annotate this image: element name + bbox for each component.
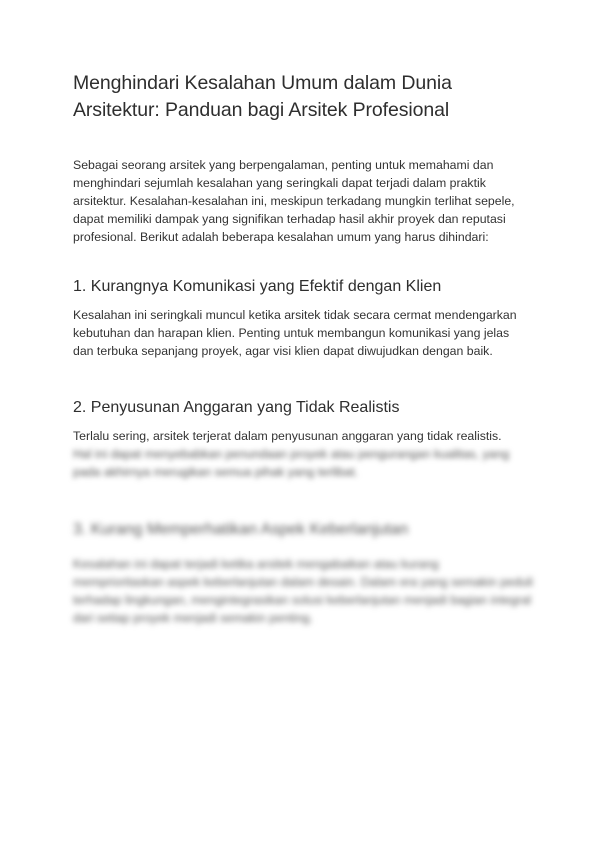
section-body: Kesalahan ini dapat terjadi ketika arsitek mengabaikan atau kurang memprioritaskan aspek keberlanjutan dalam desain. Dalam era yang semakin peduli terhadap lingkungan, mengintegrasikan solusi keberlanjutan menjadi bagian integral dari setiap proyek menjadi semakin penting. bbox=[73, 557, 534, 625]
document-page bbox=[73, 70, 533, 627]
section-body-blurred: Hal ini dapat menyebabkan penundaan proyek atau pengurangan kualitas, yang pada akhirnya merugikan semua pihak yang terlibat. bbox=[73, 447, 510, 479]
section-heading: 2. Penyusunan Anggaran yang Tidak Realistis bbox=[73, 399, 400, 416]
section-2 bbox=[73, 397, 533, 481]
section-3 bbox=[73, 519, 533, 627]
document-title: Menghindari Kesalahan Umum dalam Dunia Arsitektur: Panduan bagi Arsitek Profesional bbox=[73, 72, 452, 121]
section-body: Terlalu sering, arsitek terjerat dalam penyusunan anggaran yang tidak realistis. bbox=[73, 429, 502, 443]
section-1 bbox=[73, 276, 533, 360]
intro-paragraph: Sebagai seorang arsitek yang berpengalaman, penting untuk memahami dan menghindari sejumlah kesalahan yang seringkali dapat terjadi dalam praktik arsitektur. Kesalahan-kesalahan ini, meskipun terkadang mungkin terlihat sepele, dapat memiliki dampak yang signifikan terhadap hasil akhir proyek dan reputasi profesional. Berikut adalah beberapa kesalahan umum yang harus dihindari: bbox=[73, 158, 515, 244]
section-body: Kesalahan ini seringkali muncul ketika arsitek tidak secara cermat mendengarkan kebutuhan dan harapan klien. Penting untuk membangun komunikasi yang jelas dan terbuka sepanjang proyek, agar visi klien dapat diwujudkan dengan baik. bbox=[73, 308, 517, 358]
section-heading: 3. Kurang Memperhatikan Aspek Keberlanjutan bbox=[73, 521, 409, 538]
section-heading: 1. Kurangnya Komunikasi yang Efektif dengan Klien bbox=[73, 278, 442, 295]
